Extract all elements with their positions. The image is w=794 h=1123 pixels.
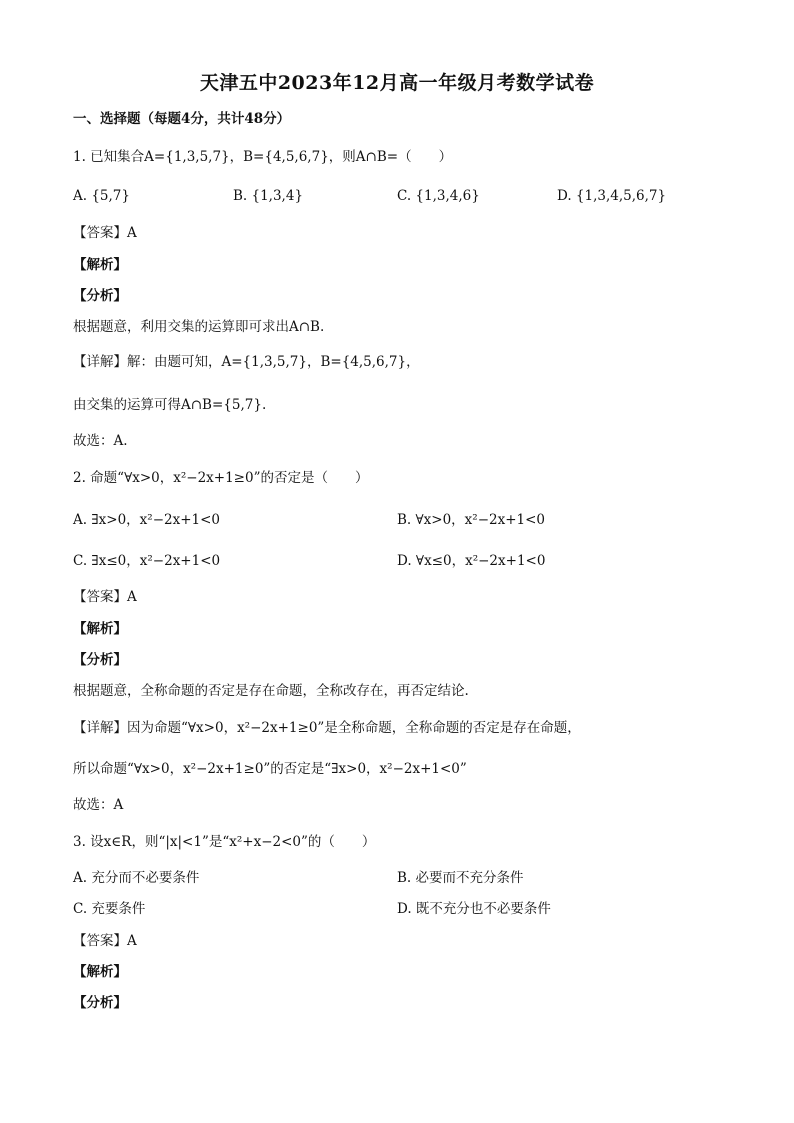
section-header: 一、选择题（每题4分，共计48分） bbox=[73, 111, 291, 127]
q3-option-d: D. 既不充分也不必要条件 bbox=[397, 901, 551, 917]
q1-analysis: 根据题意，利用交集的运算即可求出A∩B. bbox=[73, 319, 325, 335]
q1-answer: 【答案】A bbox=[73, 225, 137, 241]
q1-option-d: D. {1,3,4,5,6,7} bbox=[557, 188, 667, 204]
q1-option-a: A. {5,7} bbox=[73, 188, 130, 204]
q3-answer: 【答案】A bbox=[73, 933, 137, 949]
q2-stem: 2. 命题“∀x>0，x²−2x+1≥0”的否定是（ ） bbox=[73, 470, 369, 486]
q2-jiexi: 【解析】 bbox=[73, 621, 127, 637]
q2-answer: 【答案】A bbox=[73, 589, 137, 605]
q2-option-d: D. ∀x≤0，x²−2x+1<0 bbox=[397, 553, 546, 569]
q1-jiexi: 【解析】 bbox=[73, 257, 127, 273]
q2-option-c: C. ∃x≤0，x²−2x+1<0 bbox=[73, 553, 221, 569]
q3-fenxi: 【分析】 bbox=[73, 995, 127, 1011]
q1-option-b: B. {1,3,4} bbox=[233, 188, 304, 204]
q1-stem: 1. 已知集合A={1,3,5,7}，B={4,5,6,7}，则A∩B=（ ） bbox=[73, 149, 453, 165]
q2-fenxi: 【分析】 bbox=[73, 652, 127, 668]
q2-option-b: B. ∀x>0，x²−2x+1<0 bbox=[397, 512, 546, 528]
q1-option-c: C. {1,3,4,6} bbox=[397, 188, 480, 204]
q3-option-c: C. 充要条件 bbox=[73, 901, 146, 917]
q1-detail: 【详解】解：由题可知，A={1,3,5,7}，B={4,5,6,7}， bbox=[73, 354, 420, 370]
exam-title: 天津五中2023年12月高一年级月考数学试卷 bbox=[199, 72, 595, 94]
q1-detail-2: 由交集的运算可得A∩B={5,7}. bbox=[73, 397, 267, 413]
q3-option-a: A. 充分而不必要条件 bbox=[73, 870, 200, 886]
q2-analysis: 根据题意，全称命题的否定是存在命题，全称改存在，再否定结论. bbox=[73, 683, 469, 699]
q2-option-a: A. ∃x>0，x²−2x+1<0 bbox=[73, 512, 221, 528]
q2-detail-2: 所以命题“∀x>0，x²−2x+1≥0”的否定是“∃x>0，x²−2x+1<0” bbox=[73, 761, 467, 777]
q1-fenxi: 【分析】 bbox=[73, 288, 127, 304]
q1-choice: 故选：A. bbox=[73, 433, 128, 449]
q2-choice: 故选：A bbox=[73, 797, 124, 813]
q2-detail: 【详解】因为命题“∀x>0，x²−2x+1≥0”是全称命题，全称命题的否定是存在命题， bbox=[73, 720, 581, 736]
q3-stem: 3. 设x∈R，则“|x|<1”是“x²+x−2<0”的（ ） bbox=[73, 834, 376, 850]
q3-jiexi: 【解析】 bbox=[73, 964, 127, 980]
q3-option-b: B. 必要而不充分条件 bbox=[397, 870, 524, 886]
